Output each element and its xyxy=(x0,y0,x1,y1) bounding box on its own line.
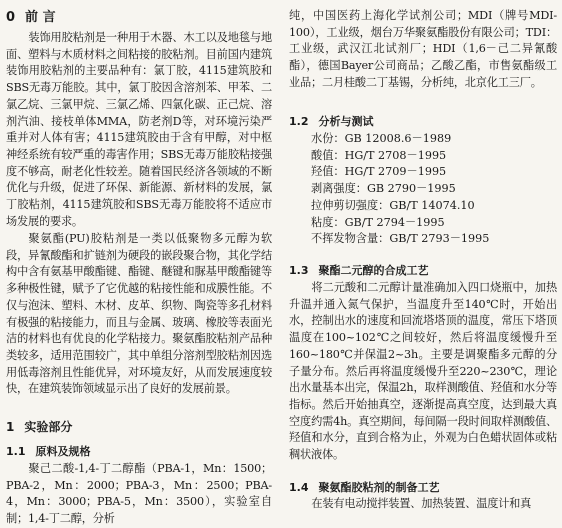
raw-materials-continued: 纯，中国医药上海化学试剂公司；MDI（牌号MDI-100），工业级，烟台万华聚氨酯股份有限公司；TDI：工业级，武汉江北试剂厂；HDI（1,6－己二异氰酸酯），德国Bayer公司商品；乙酸乙酯，市售氨酯级工业品；二月桂酸二丁基锡，分析纯，北京化工三厂。 xyxy=(289,9,557,89)
test-standard-item: 粘度：GB/T 2794－1995 xyxy=(311,215,445,229)
section-heading-preface: 0 前 言 xyxy=(6,10,56,25)
raw-materials-paragraph: 聚己二酸-1,4-丁二醇酯（PBA-1，Mn：1500；PBA-2，Mn：2000；PBA-3，Mn：2500；PBA-4，Mn：3000；PBA-5，Mn：3500），实验室自制；1,4-丁二醇，分析 xyxy=(6,462,272,526)
subsection-heading-synthesis: 1.3 聚酯二元醇的合成工艺 xyxy=(289,264,429,277)
preface-paragraph-2: 聚氨酯(PU)胶粘剂是一类以低聚物多元醇为软段，异氰酸酯和扩链剂为硬段的嵌段聚合物，其化学结构中含有氨基甲酸酯键、酯键、醚键和脲基甲酸酯键等多种极性键，赋予了它优越的粘接性能和成膜性能。不仅与泡沫、塑料、木材、皮革、织物、陶瓷等多孔材料有极强的粘接能力，而且与金属、玻璃、橡胶等表面光洁的材料也有优良的化学粘接力。聚氨酯胶粘剂产品种类较多，适用范围较广，其中单组分溶剂型胶粘剂因选用低毒溶剂且性能优异，对环境友好，从而发展速度较快，在建筑装饰领域显示出了良好的发展前景。 xyxy=(6,232,272,396)
preface-paragraph-1: 装饰用胶粘剂是一种用于木器、木工以及地毯与地面、塑料与木质材料之间粘接的胶粘剂。目前国内建筑装饰用胶粘剂的主要品种有：氯丁胶，4115建筑胶和SBS无毒万能胶。其中，氯丁胶因含溶剂苯、甲苯、二氯乙烷、三氯甲烷、三氯乙烯、四氯化碳、正己烷、溶剂汽油、接枝单体MMA，防老剂D等，对环境污染严重并对人体有害；4115建筑胶由于含有甲醇，对中枢神经系统有较严重的毒害作用；SBS无毒万能胶粘接强度不够高，耐老化性较差。随着国民经济各领域的不断优化与升级，促进了环保、新能源、新材料的发展，氯丁胶粘剂，4115建筑胶和SBS无毒万能胶将不适应市场发展的要求。 xyxy=(6,31,272,228)
synthesis-paragraph: 将二元酸和二元醇计量准确加入四口烧瓶中，加热升温并通入氮气保护，当温度升至140℃时，开始出水，控制出水的速度和回流塔塔顶的温度，常压下塔顶温度在100~102℃之间较好，然后将温度缓慢升至160~180℃并保温2~3h。主要是调聚酯多元醇的分子量分布。然后再将温度缓慢升至220~230℃，理论出水量基本出完，保温2h，取样测酸值、羟值和水分等指标。然后开始抽真空，逐渐提高真空度，达到最大真空度约需4h。真空期间，每间隔一段时间取样测酸值、羟值和水分，直到合格为止，外观为白色蜡状固体或粘稠状液体。 xyxy=(289,281,557,462)
prep-paragraph: 在装有电动搅拌装置、加热装置、温度计和真 xyxy=(311,497,532,510)
subsection-heading-raw: 1.1 原料及规格 xyxy=(6,445,91,458)
test-standard-item: 剥离强度：GB 2790－1995 xyxy=(311,182,456,196)
test-standards-list xyxy=(311,131,557,248)
subsection-heading-analysis: 1.2 分析与测试 xyxy=(289,115,374,128)
test-standard-item: 不挥发物含量：GB/T 2793－1995 xyxy=(311,232,490,246)
subsection-heading-prep: 1.4 聚氨酯胶粘剂的制备工艺 xyxy=(289,481,440,494)
test-standard-item: 羟值：HG/T 2709－1995 xyxy=(311,165,447,179)
test-standard-item: 拉伸剪切强度：GB/T 14074.10 xyxy=(311,198,475,212)
test-standard-item: 水份：GB 12008.6－1989 xyxy=(311,132,452,145)
section-heading-experiment: 1 实验部分 xyxy=(6,420,73,434)
test-standard-item: 酸值：HG/T 2708－1995 xyxy=(311,148,447,162)
